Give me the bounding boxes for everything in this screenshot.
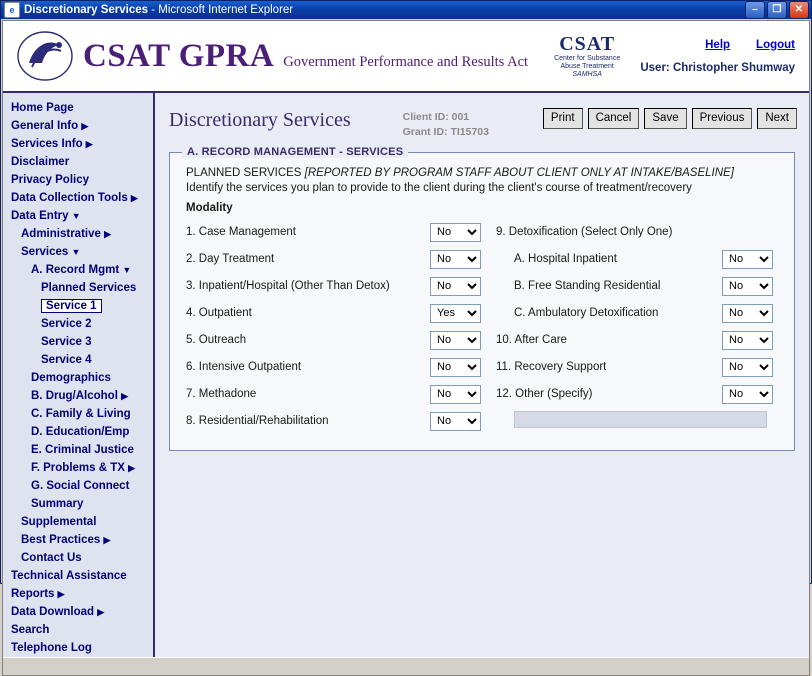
sidebar-item-label: Summary <box>31 498 84 510</box>
question-row <box>496 355 778 378</box>
answer-select-right-6[interactable] <box>722 385 773 404</box>
question-label: 10. After Care <box>496 333 567 346</box>
minimize-button[interactable]: – <box>745 1 765 19</box>
sidebar-item-demographics[interactable] <box>3 369 153 387</box>
question-row <box>186 301 486 324</box>
chevron-right-icon: ▶ <box>121 391 129 401</box>
sidebar-item-c-family-living[interactable] <box>3 405 153 423</box>
sidebar-item-best-practices[interactable] <box>3 531 153 549</box>
window-controls <box>745 1 809 19</box>
sidebar-item-g-social-connect[interactable] <box>3 477 153 495</box>
banner-heading: CSAT GPRA <box>83 37 275 74</box>
question-row <box>186 220 486 243</box>
question-row <box>496 328 778 351</box>
sidebar-item-supplemental[interactable] <box>3 513 153 531</box>
current-user-label: User: Christopher Shumway <box>640 61 795 74</box>
question-row <box>496 247 778 270</box>
detoxification-header-label: 9. Detoxification (Select Only One) <box>496 225 673 238</box>
sidebar-item-service-3[interactable] <box>3 333 153 351</box>
page-body <box>2 20 810 676</box>
site-banner <box>3 21 809 93</box>
sidebar-item-label: Reports <box>11 588 55 600</box>
sidebar-item-label: Best Practices <box>21 534 101 546</box>
question-label: 5. Outreach <box>186 333 247 346</box>
question-label: 12. Other (Specify) <box>496 387 593 400</box>
sidebar-item-telephone-log[interactable] <box>3 639 153 657</box>
sidebar-item-technical-assistance[interactable] <box>3 567 153 585</box>
window-title-separator: - <box>148 4 159 16</box>
sidebar-item-label: Data Download <box>11 606 95 618</box>
answer-select-right-2[interactable] <box>722 277 773 296</box>
sidebar-item-data-download[interactable] <box>3 603 153 621</box>
question-label: 6. Intensive Outpatient <box>186 360 302 373</box>
title-bar <box>1 1 811 19</box>
questions-left-column <box>186 220 486 436</box>
question-row <box>496 301 778 324</box>
answer-select-left-6[interactable] <box>430 358 481 377</box>
sidebar-item-label: E. Criminal Justice <box>31 444 134 456</box>
sidebar-item-label: Data Collection Tools <box>11 192 128 204</box>
question-row <box>186 355 486 378</box>
answer-cell <box>722 384 778 404</box>
question-row <box>496 382 778 405</box>
sidebar-item-label: Planned Services <box>41 282 137 294</box>
grant-id-label: Grant ID: TI15703 <box>402 126 489 139</box>
question-row <box>186 409 486 432</box>
chevron-right-icon: ▶ <box>104 229 112 239</box>
print-button[interactable]: Print <box>543 108 583 129</box>
sidebar-item-label: Technical Assistance <box>11 570 127 582</box>
sidebar-item-label: B. Drug/Alcohol <box>31 390 118 402</box>
sidebar-item-label: D. Education/Emp <box>31 426 130 438</box>
answer-cell <box>722 357 778 377</box>
sidebar-item-general-info[interactable] <box>3 117 153 135</box>
chevron-right-icon: ▶ <box>97 607 105 617</box>
cancel-button[interactable]: Cancel <box>588 108 640 129</box>
identify-instruction: Identify the services you plan to provide to the client during the client's course of treatment/recovery <box>186 182 692 195</box>
sidebar-item-administrative[interactable] <box>3 225 153 243</box>
sidebar-item-data-entry[interactable] <box>3 207 153 225</box>
hhs-logo-icon <box>13 28 77 84</box>
sidebar-item-planned-services[interactable] <box>3 279 153 297</box>
csat-seal-line3: SAMHSA <box>572 71 602 79</box>
sidebar-nav <box>3 93 155 657</box>
page-title: Discretionary Services <box>169 109 351 131</box>
close-button[interactable]: ✕ <box>789 1 809 19</box>
answer-cell <box>722 330 778 350</box>
sidebar-item-label: F. Problems & TX <box>31 462 125 474</box>
answer-cell <box>430 330 486 350</box>
chevron-right-icon: ▶ <box>57 589 65 599</box>
sidebar-item-label: G. Social Connect <box>31 480 130 492</box>
window-title <box>24 4 745 16</box>
answer-cell <box>430 303 486 323</box>
save-button[interactable]: Save <box>644 108 686 129</box>
chevron-right-icon: ▶ <box>130 193 138 203</box>
planned-services-label: PLANNED SERVICES <box>186 167 305 180</box>
answer-cell <box>722 249 778 269</box>
question-label: 2. Day Treatment <box>186 252 275 265</box>
sidebar-item-summary[interactable] <box>3 495 153 513</box>
previous-button[interactable]: Previous <box>692 108 753 129</box>
sidebar-item-home-page[interactable] <box>3 99 153 117</box>
chevron-right-icon: ▶ <box>103 535 111 545</box>
sidebar-item-label: Service 4 <box>41 354 92 366</box>
answer-cell <box>430 222 486 242</box>
sidebar-item-label: Search <box>11 624 50 636</box>
status-bar <box>3 657 809 675</box>
sidebar-item-label: General Info <box>11 120 79 132</box>
sidebar-item-data-collection-tools[interactable] <box>3 189 153 207</box>
sidebar-item-reports[interactable] <box>3 585 153 603</box>
sidebar-item-label: Supplemental <box>21 516 97 528</box>
sidebar-item-label: Home Page <box>11 102 74 114</box>
other-specify-row <box>496 409 778 428</box>
sidebar-item-label: Administrative <box>21 228 101 240</box>
sidebar-item-b-drug-alcohol[interactable] <box>3 387 153 405</box>
question-row <box>186 382 486 405</box>
banner-right <box>640 39 799 74</box>
answer-select-left-8[interactable] <box>430 412 481 431</box>
sidebar-item-label: Demographics <box>31 372 111 384</box>
answer-cell <box>430 276 486 296</box>
sidebar-item-label: Services <box>21 246 69 258</box>
chevron-right-icon: ▶ <box>128 463 136 473</box>
sidebar-item-label: Privacy Policy <box>11 174 89 186</box>
answer-select-left-3[interactable] <box>430 277 481 296</box>
question-label: 7. Methadone <box>186 387 257 400</box>
record-management-section <box>169 146 795 451</box>
maximize-button[interactable]: ❐ <box>767 1 787 19</box>
question-label: 8. Residential/Rehabilitation <box>186 414 329 427</box>
main-header <box>155 93 809 148</box>
sidebar-item-e-criminal-justice[interactable] <box>3 441 153 459</box>
answer-select-left-5[interactable] <box>430 331 481 350</box>
csat-seal-line1: Center for Substance <box>554 55 621 63</box>
sidebar-item-service-2[interactable] <box>3 315 153 333</box>
questions-columns <box>186 220 778 436</box>
answer-select-right-1[interactable] <box>722 250 773 269</box>
chevron-right-icon: ▶ <box>85 139 93 149</box>
sidebar-item-privacy-policy[interactable] <box>3 171 153 189</box>
answer-select-right-4[interactable] <box>722 331 773 350</box>
question-label: B. Free Standing Residential <box>514 279 661 292</box>
planned-services-note: [REPORTED BY PROGRAM STAFF ABOUT CLIENT ONLY AT INTAKE/BASELINE] <box>304 167 734 180</box>
csat-seal-title: CSAT <box>559 33 616 56</box>
sidebar-item-service-1[interactable] <box>3 297 153 315</box>
question-label: 1. Case Management <box>186 225 296 238</box>
sidebar-item-label: Data Entry <box>11 210 69 222</box>
answer-cell <box>430 249 486 269</box>
sidebar-item-a-record-mgmt[interactable] <box>3 261 153 279</box>
sidebar-item-search[interactable] <box>3 621 153 639</box>
answer-cell <box>430 384 486 404</box>
other-specify-input[interactable] <box>514 411 767 428</box>
banner-subtitle: Government Performance and Results Act <box>283 53 529 70</box>
answer-select-left-4[interactable] <box>430 304 481 323</box>
toolbar-buttons <box>543 108 797 129</box>
csat-seal <box>554 33 620 79</box>
question-label: A. Hospital Inpatient <box>514 252 617 265</box>
sidebar-item-label: Telephone Log <box>11 642 92 654</box>
chevron-right-icon: ▶ <box>81 121 89 131</box>
window-title-document: Discretionary Services <box>24 4 149 16</box>
question-label: 11. Recovery Support <box>496 360 607 373</box>
section-legend: A. RECORD MANAGEMENT - SERVICES <box>182 146 408 158</box>
question-row <box>186 247 486 270</box>
main-panel <box>155 93 809 657</box>
sidebar-item-services-info[interactable] <box>3 135 153 153</box>
sidebar-item-label: Service 1 <box>41 299 102 313</box>
chevron-down-icon: ▼ <box>71 211 81 221</box>
logout-link[interactable]: Logout <box>756 38 795 51</box>
answer-select-left-2[interactable] <box>430 250 481 269</box>
questions-right-column <box>486 220 778 436</box>
question-row <box>496 274 778 297</box>
sidebar-item-label: Contact Us <box>21 552 82 564</box>
next-button[interactable]: Next <box>757 108 797 129</box>
sidebar-item-label: A. Record Mgmt <box>31 264 120 276</box>
answer-cell <box>430 357 486 377</box>
banner-links <box>640 39 795 51</box>
planned-services-line <box>186 167 778 179</box>
sidebar-item-contact-us[interactable] <box>3 549 153 567</box>
sidebar-item-label: C. Family & Living <box>31 408 131 420</box>
answer-cell <box>430 411 486 431</box>
content-area <box>3 93 809 657</box>
question-row <box>186 274 486 297</box>
sidebar-item-disclaimer[interactable] <box>3 153 153 171</box>
chevron-down-icon: ▼ <box>71 247 81 257</box>
question-label: 3. Inpatient/Hospital (Other Than Detox) <box>186 279 390 292</box>
chevron-down-icon: ▼ <box>122 265 132 275</box>
sidebar-item-label: Services Info <box>11 138 83 150</box>
sidebar-item-service-4[interactable] <box>3 351 153 369</box>
sidebar-item-label: Service 3 <box>41 336 92 348</box>
answer-cell <box>722 276 778 296</box>
sidebar-item-d-education-emp[interactable] <box>3 423 153 441</box>
detoxification-header-row <box>496 220 778 243</box>
question-label: 4. Outpatient <box>186 306 252 319</box>
window-title-app: Microsoft Internet Explorer <box>158 4 294 16</box>
answer-select-left-7[interactable] <box>430 385 481 404</box>
sidebar-item-label: Service 2 <box>41 318 92 330</box>
sidebar-item-services[interactable] <box>3 243 153 261</box>
client-info <box>403 110 489 140</box>
answer-cell <box>722 303 778 323</box>
question-row <box>186 328 486 351</box>
sidebar-item-label: Disclaimer <box>11 156 70 168</box>
answer-select-left-1[interactable] <box>430 223 481 242</box>
sidebar-item-f-problems-tx[interactable] <box>3 459 153 477</box>
answer-select-right-5[interactable] <box>722 358 773 377</box>
client-id-label: Client ID: 001 <box>402 111 470 123</box>
ie-document-icon: e <box>4 2 20 18</box>
modality-label: Modality <box>186 202 233 215</box>
csat-seal-line2: Abuse Treatment <box>560 63 614 71</box>
answer-select-right-3[interactable] <box>722 304 773 323</box>
help-link[interactable]: Help <box>705 38 731 51</box>
question-label: C. Ambulatory Detoxification <box>514 306 659 319</box>
banner-title <box>83 38 528 75</box>
